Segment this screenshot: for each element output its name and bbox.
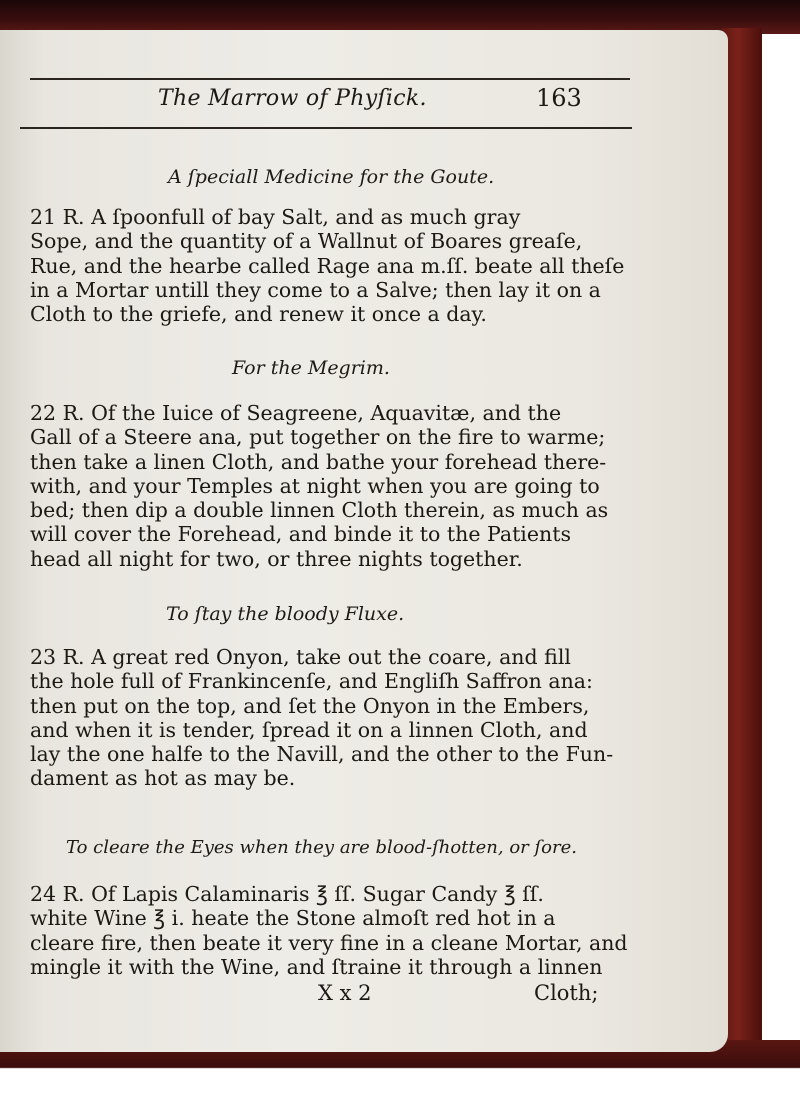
text-line: bed; then dip a double linnen Cloth therein, as much as	[30, 498, 609, 523]
text-line: with, and your Temples at night when you are going to	[30, 473, 600, 498]
text-line: dament as hot as may be.	[30, 766, 296, 791]
top-rule	[30, 78, 630, 80]
scan-right-edge	[722, 28, 762, 1058]
text-line: Cloth to the griefe, and renew it once a day.	[30, 302, 487, 327]
signature-mark: X x 2	[318, 981, 372, 1005]
text-line: in a Mortar untill they come to a Salve; then lay it on a	[30, 277, 601, 302]
text-line: will cover the Forehead, and binde it to the Patients	[30, 522, 571, 547]
text-line: cleare fire, then beate it very fine in a cleane Mortar, and	[30, 930, 628, 955]
text-line: 24 R. Of Lapis Calaminaris ℥ ſſ. Sugar Candy ℥ ſſ.	[30, 882, 544, 906]
section-heading: A ſpeciall Medicine for the Goute.	[168, 166, 495, 188]
text-line: mingle it with the Wine, and ſtraine it through a linnen	[30, 954, 603, 979]
recipe-paragraph	[30, 205, 624, 326]
text-line: and when it is tender, ſpread it on a linnen Cloth, and	[30, 717, 588, 742]
section-heading: To ſtay the bloody Fluxe.	[166, 603, 405, 625]
text-line: the hole full of Frankincenſe, and Engliſh Saffron ana:	[30, 669, 593, 694]
recipe-paragraph	[30, 401, 608, 571]
text-line: white Wine ℥ i. heate the Stone almoſt red hot in a	[30, 906, 556, 931]
head-rule	[20, 127, 632, 129]
page-number: 163	[536, 84, 582, 112]
text-line: then put on the top, and ſet the Onyon in the Embers,	[30, 693, 590, 718]
scan-top-edge	[0, 0, 800, 34]
recipe-paragraph	[30, 882, 628, 979]
recipe-paragraph	[30, 645, 613, 791]
text-line: then take a linen Cloth, and bathe your forehead there-	[30, 449, 607, 474]
text-line: Gall of a Steere ana, put together on the fire to warme;	[30, 425, 606, 450]
text-line: lay the one halfe to the Navill, and the other to the Fun-	[30, 742, 614, 767]
section-heading: To cleare the Eyes when they are blood-ſhotten, or ſore.	[66, 837, 577, 858]
text-line: head all night for two, or three nights together.	[30, 546, 523, 571]
text-line: 21 R. A ſpoonfull of bay Salt, and as much gray	[30, 205, 521, 229]
text-line: Sope, and the quantity of a Wallnut of Boares greaſe,	[30, 229, 583, 254]
running-head-title: The Marrow of Phyſick.	[158, 86, 427, 111]
text-line: 22 R. Of the Iuice of Seagreene, Aquavitæ, and the	[30, 401, 562, 425]
text-line: 23 R. A great red Onyon, take out the coare, and fill	[30, 645, 571, 669]
text-line: Rue, and the hearbe called Rage ana m.ſſ. beate all theſe	[30, 253, 625, 278]
catchword: Cloth;	[534, 981, 599, 1005]
section-heading: For the Megrim.	[232, 357, 390, 379]
